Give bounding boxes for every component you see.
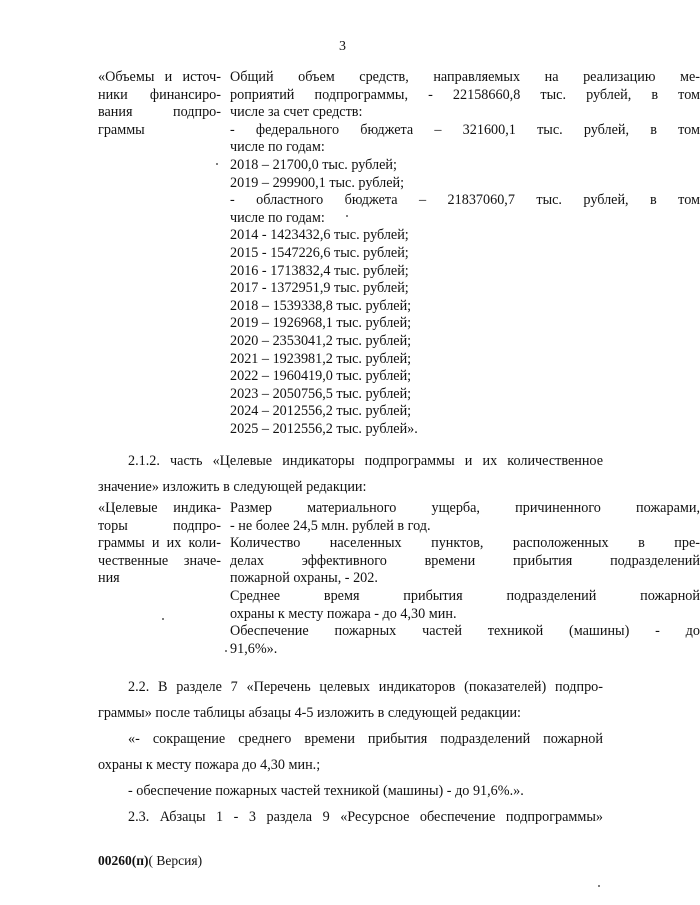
funding-term-line: ники финансиро-	[98, 86, 221, 103]
document-code	[98, 852, 202, 870]
funding-term	[98, 69, 221, 139]
funding-line: 2025 – 2012556,2 тыс. рублей».	[230, 420, 418, 437]
funding-term-line: «Объемы и источ-	[98, 69, 221, 85]
funding-line: роприятий подпрограммы, - 22158660,8 тыс. рублей, в том	[230, 86, 700, 103]
indicators-line: Среднее время прибытия подразделений пожарной	[230, 587, 700, 604]
funding-line: - федерального бюджета – 321600,1 тыс. рублей, в том	[230, 121, 700, 138]
indicators-term-line: граммы и их коли-	[98, 535, 221, 552]
paragraph-line: 2.1.2. часть «Целевые индикаторы подпрограммы и их количественное	[128, 453, 603, 469]
indicators-line: Количество населенных пунктов, расположенных в пре-	[230, 535, 700, 552]
funding-line: 2024 – 2012556,2 тыс. рублей;	[230, 403, 412, 420]
indicators-line: 91,6%».	[230, 640, 278, 657]
indicators-term-line: ния	[98, 570, 120, 587]
funding-line: числе по годам:	[230, 209, 325, 226]
funding-line: Общий объем средств, направляемых на реализацию ме-	[230, 69, 700, 85]
funding-term-line: граммы	[98, 121, 145, 138]
funding-description	[230, 69, 700, 438]
funding-line: числе по годам:	[230, 139, 325, 156]
paragraph-line: значение» изложить в следующей редакции:	[98, 479, 367, 495]
funding-line: 2018 – 1539338,8 тыс. рублей;	[230, 297, 412, 314]
paragraph-2-1-2	[98, 448, 603, 500]
scan-speck	[225, 650, 227, 652]
paragraph-line: 2.2. В разделе 7 «Перечень целевых индикаторов (показателей) подпро-	[128, 679, 603, 695]
funding-line: 2019 – 299900,1 тыс. рублей;	[230, 174, 405, 191]
paragraph-2-2	[98, 674, 603, 830]
funding-line: 2019 – 1926968,1 тыс. рублей;	[230, 315, 412, 332]
paragraph-line: 2.3. Абзацы 1 - 3 раздела 9 «Ресурсное обеспечение подпрограммы»	[128, 809, 603, 825]
funding-line: 2014 - 1423432,6 тыс. рублей;	[230, 227, 409, 244]
paragraph-line: граммы» после таблицы абзацы 4-5 изложить в следующей редакции:	[98, 705, 521, 721]
scan-speck	[598, 885, 600, 887]
indicators-line: пожарной охраны, - 202.	[230, 570, 378, 587]
paragraph-line: охраны к месту пожара до 4,30 мин.;	[98, 757, 321, 773]
indicators-line: охраны к месту пожара - до 4,30 мин.	[230, 605, 457, 622]
paragraph-line: - обеспечение пожарных частей техникой (машины) - до 91,6%.».	[128, 783, 524, 799]
funding-line: - областного бюджета – 21837060,7 тыс. рублей, в том	[230, 192, 700, 209]
indicators-line: делах эффективного времени прибытия подразделений	[230, 552, 700, 569]
scan-speck	[162, 618, 164, 620]
indicators-term	[98, 500, 221, 588]
funding-line: 2020 – 2353041,2 тыс. рублей;	[230, 332, 412, 349]
indicators-term-line: торы подпро-	[98, 517, 221, 534]
funding-line: 2018 – 21700,0 тыс. рублей;	[230, 156, 397, 173]
indicators-line: - не более 24,5 млн. рублей в год.	[230, 517, 431, 534]
funding-line: 2015 - 1547226,6 тыс. рублей;	[230, 244, 409, 261]
indicators-term-line: чественные значе-	[98, 552, 221, 569]
indicators-term-line: «Целевые индика-	[98, 500, 221, 516]
funding-line: 2021 – 1923981,2 тыс. рублей;	[230, 350, 412, 367]
document-code-number: 00260(п)	[98, 853, 149, 868]
funding-line: 2022 – 1960419,0 тыс. рублей;	[230, 368, 412, 385]
page-number: 3	[339, 39, 346, 54]
funding-line: 2023 – 2050756,5 тыс. рублей;	[230, 385, 412, 402]
funding-term-line: вания подпро-	[98, 104, 221, 121]
scan-speck	[216, 163, 218, 165]
indicators-description	[230, 500, 700, 658]
indicators-line: Обеспечение пожарных частей техникой (машины) - до	[230, 623, 700, 640]
document-version: ( Версия)	[148, 853, 203, 868]
paragraph-line: «- сокращение среднего времени прибытия подразделений пожарной	[128, 731, 603, 747]
funding-line: числе за счет средств:	[230, 104, 363, 121]
funding-line: 2016 - 1713832,4 тыс. рублей;	[230, 262, 409, 279]
scan-speck	[346, 215, 348, 217]
funding-line: 2017 - 1372951,9 тыс. рублей;	[230, 280, 409, 297]
indicators-line: Размер материального ущерба, причиненного пожарами,	[230, 500, 700, 516]
